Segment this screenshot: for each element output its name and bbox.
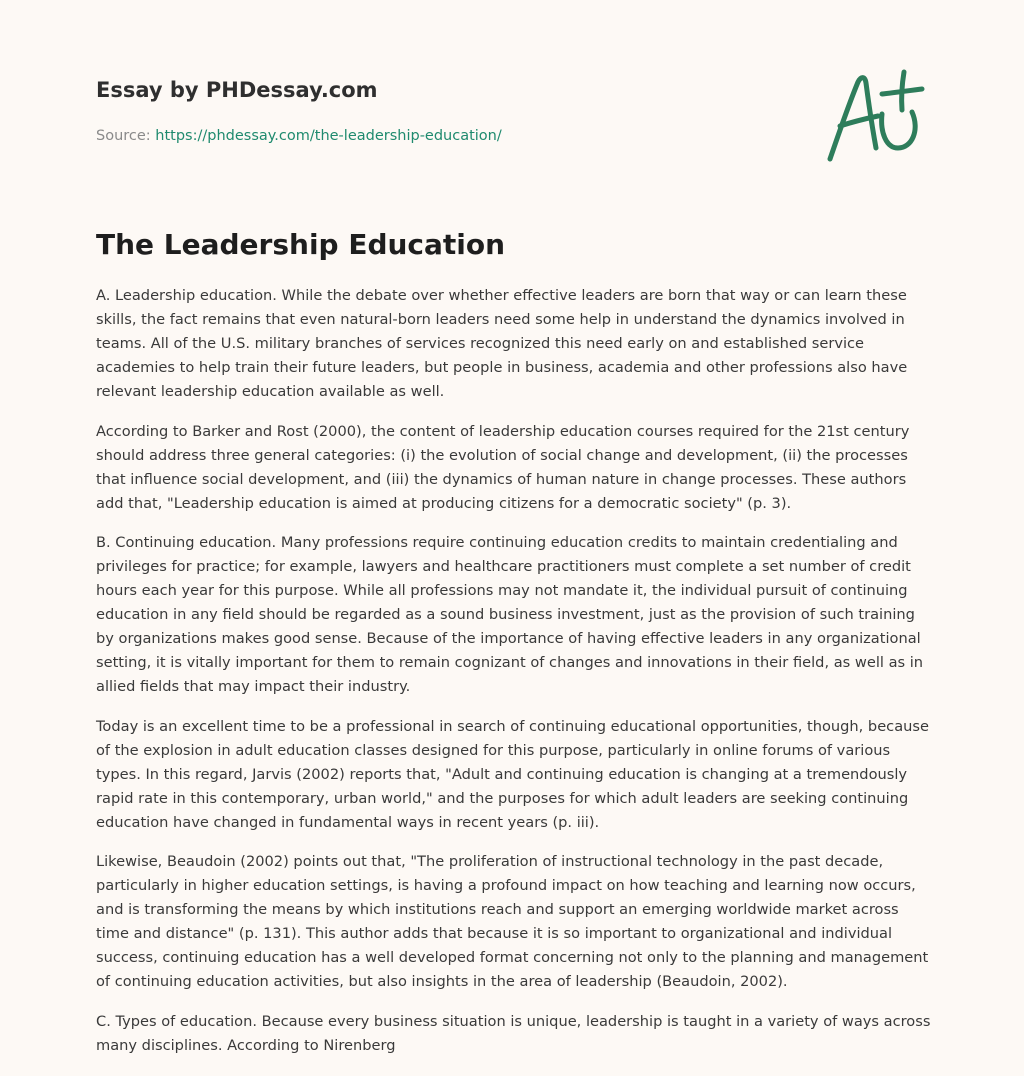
essay-body [96,284,936,1073]
essay-paragraph: C. Types of education. Because every business situation is unique, leadership is taught in a variety of ways across many disciplines. According to Nirenberg [96,1012,931,1054]
essay-paragraph: Likewise, Beaudoin (2002) points out that, "The proliferation of instructional technology in the past decade, particularly in higher education settings, is having a profound impact on how teaching and learning now occurs, and is transforming the means by which institutions reach and support an emerging worldwide market across time and distance" (p. 131). This author adds that because it is so important to organizational and individual success, continuing education has a well developed format concerning not only to the planning and management of continuing education activities, but also insights in the area of leadership (Beaudoin, 2002). [96,853,929,990]
source-link[interactable]: https://phdessay.com/the-leadership-education/ [155,128,502,144]
essay-paragraph: Today is an excellent time to be a professional in search of continuing educational opportunities, though, because of the explosion in adult education classes designed for this purpose, particularly in online forums of various types. In this regard, Jarvis (2002) reports that, "Adult and continuing education is changing at a tremendously rapid rate in this contemporary, urban world," and the purposes for which adult leaders are seeking continuing education have changed in fundamental ways in recent years (p. iii). [96,717,929,831]
essay-paragraph: B. Continuing education. Many professions require continuing education credits to maintain credentialing and privileges for practice; for example, lawyers and healthcare practitioners must complete a set number of credit hours each year for this purpose. While all professions may not mandate it, the individual pursuit of continuing education in any field should be regarded as a sound business investment, just as the provision of such training by organizations makes good sense. Because of the importance of having effective leaders in any organizational setting, it is vitally important for them to remain cognizant of changes and innovations in their field, as well as in allied fields that may impact their industry. [96,534,924,695]
source-label: Source: [96,128,151,144]
essay-title: The Leadership Education [96,228,506,261]
source-line [96,126,796,146]
essay-header [96,76,796,146]
essay-paragraph: A. Leadership education. While the debate over whether effective leaders are born that way or can learn these skills, the fact remains that even natural-born leaders need some help in understand the dynamics involved in teams. All of the U.S. military branches of services recognized this need early on and established service academies to help train their future leaders, but people in business, academia and other professions also have relevant leadership education available as well. [96,287,908,400]
a-plus-logo-icon [822,66,928,166]
essay-paragraph: According to Barker and Rost (2000), the content of leadership education courses required for the 21st century should address three general categories: (i) the evolution of social change and development, (ii) the processes that influence social development, and (iii) the dynamics of human nature in change processes. These authors add that, "Leadership education is aimed at producing citizens for a democratic society" (p. 3). [96,422,910,512]
site-brand: Essay by PHDessay.com [96,78,378,102]
